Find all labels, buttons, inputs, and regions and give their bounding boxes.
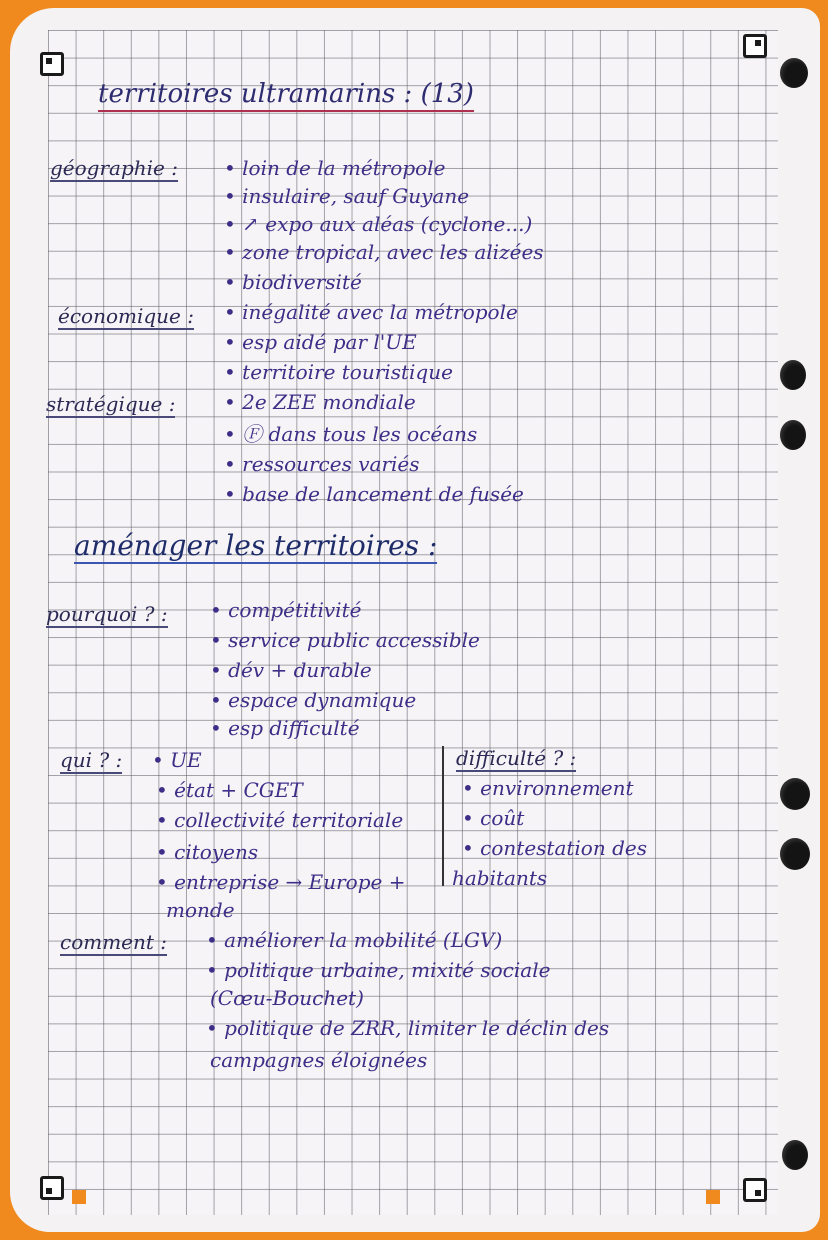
column-divider: [442, 746, 444, 886]
punch-hole: [780, 778, 810, 810]
corner-marker-bottom-right: [743, 1178, 767, 1202]
list-item: • collectivité territoriale: [156, 808, 404, 832]
corner-marker-bottom-left: [40, 1176, 64, 1200]
list-item: • citoyens: [156, 840, 259, 864]
orange-square-left: [72, 1190, 86, 1204]
label-difficulte: difficulté ? :: [456, 746, 577, 770]
list-item: • coût: [462, 806, 525, 830]
list-item: • territoire touristique: [224, 360, 453, 384]
list-item: • Ⓕ dans tous les océans: [224, 422, 478, 446]
punch-hole: [780, 58, 808, 88]
label-strategique: stratégique :: [46, 392, 176, 416]
label-pourquoi: pourquoi ? :: [46, 602, 168, 626]
label-qui: qui ? :: [60, 748, 123, 772]
list-item: • améliorer la mobilité (LGV): [206, 928, 503, 952]
list-item: • contestation des: [462, 836, 647, 860]
list-item: • espace dynamique: [210, 688, 417, 712]
list-item: • esp aidé par l'UE: [224, 330, 417, 354]
list-item: • état + CGET: [156, 778, 303, 802]
punch-hole: [780, 360, 806, 390]
section-heading: aménager les territoires :: [74, 529, 438, 562]
list-item: (Cœu-Bouchet): [210, 986, 364, 1010]
list-item: • politique de ZRR, limiter le déclin des: [206, 1016, 610, 1040]
list-item: • inégalité avec la métropole: [224, 300, 518, 324]
list-item: • base de lancement de fusée: [224, 482, 524, 506]
list-item: • UE: [152, 748, 202, 772]
punch-hole: [782, 1140, 808, 1170]
page-title: territoires ultramarins : (13): [98, 82, 474, 112]
list-item: • service public accessible: [210, 628, 480, 652]
label-geographie: géographie :: [50, 156, 178, 180]
list-item: • zone tropical, avec les alizées: [224, 240, 544, 264]
list-item: monde: [166, 898, 235, 922]
list-item: • ↗ expo aux aléas (cyclone...): [224, 212, 533, 236]
list-item: • biodiversité: [224, 270, 362, 294]
corner-marker-top-left: [40, 52, 64, 76]
list-item: • esp difficulté: [210, 716, 360, 740]
notebook-page: [10, 8, 820, 1232]
list-item: • 2e ZEE mondiale: [224, 390, 416, 414]
list-item: • loin de la métropole: [224, 156, 446, 180]
label-economique: économique :: [58, 304, 194, 328]
list-item: campagnes éloignées: [210, 1048, 428, 1072]
list-item: • insulaire, sauf Guyane: [224, 184, 470, 208]
corner-marker-top-right: [743, 34, 767, 58]
orange-square-right: [706, 1190, 720, 1204]
list-item: • politique urbaine, mixité sociale: [206, 958, 551, 982]
list-item: • environnement: [462, 776, 634, 800]
punch-hole: [780, 420, 806, 450]
list-item: • ressources variés: [224, 452, 420, 476]
label-comment: comment :: [60, 930, 168, 954]
list-item: habitants: [452, 866, 548, 890]
punch-hole: [780, 838, 810, 870]
list-item: • dév + durable: [210, 658, 372, 682]
list-item: • compétitivité: [210, 598, 362, 622]
list-item: • entreprise → Europe +: [156, 870, 406, 894]
